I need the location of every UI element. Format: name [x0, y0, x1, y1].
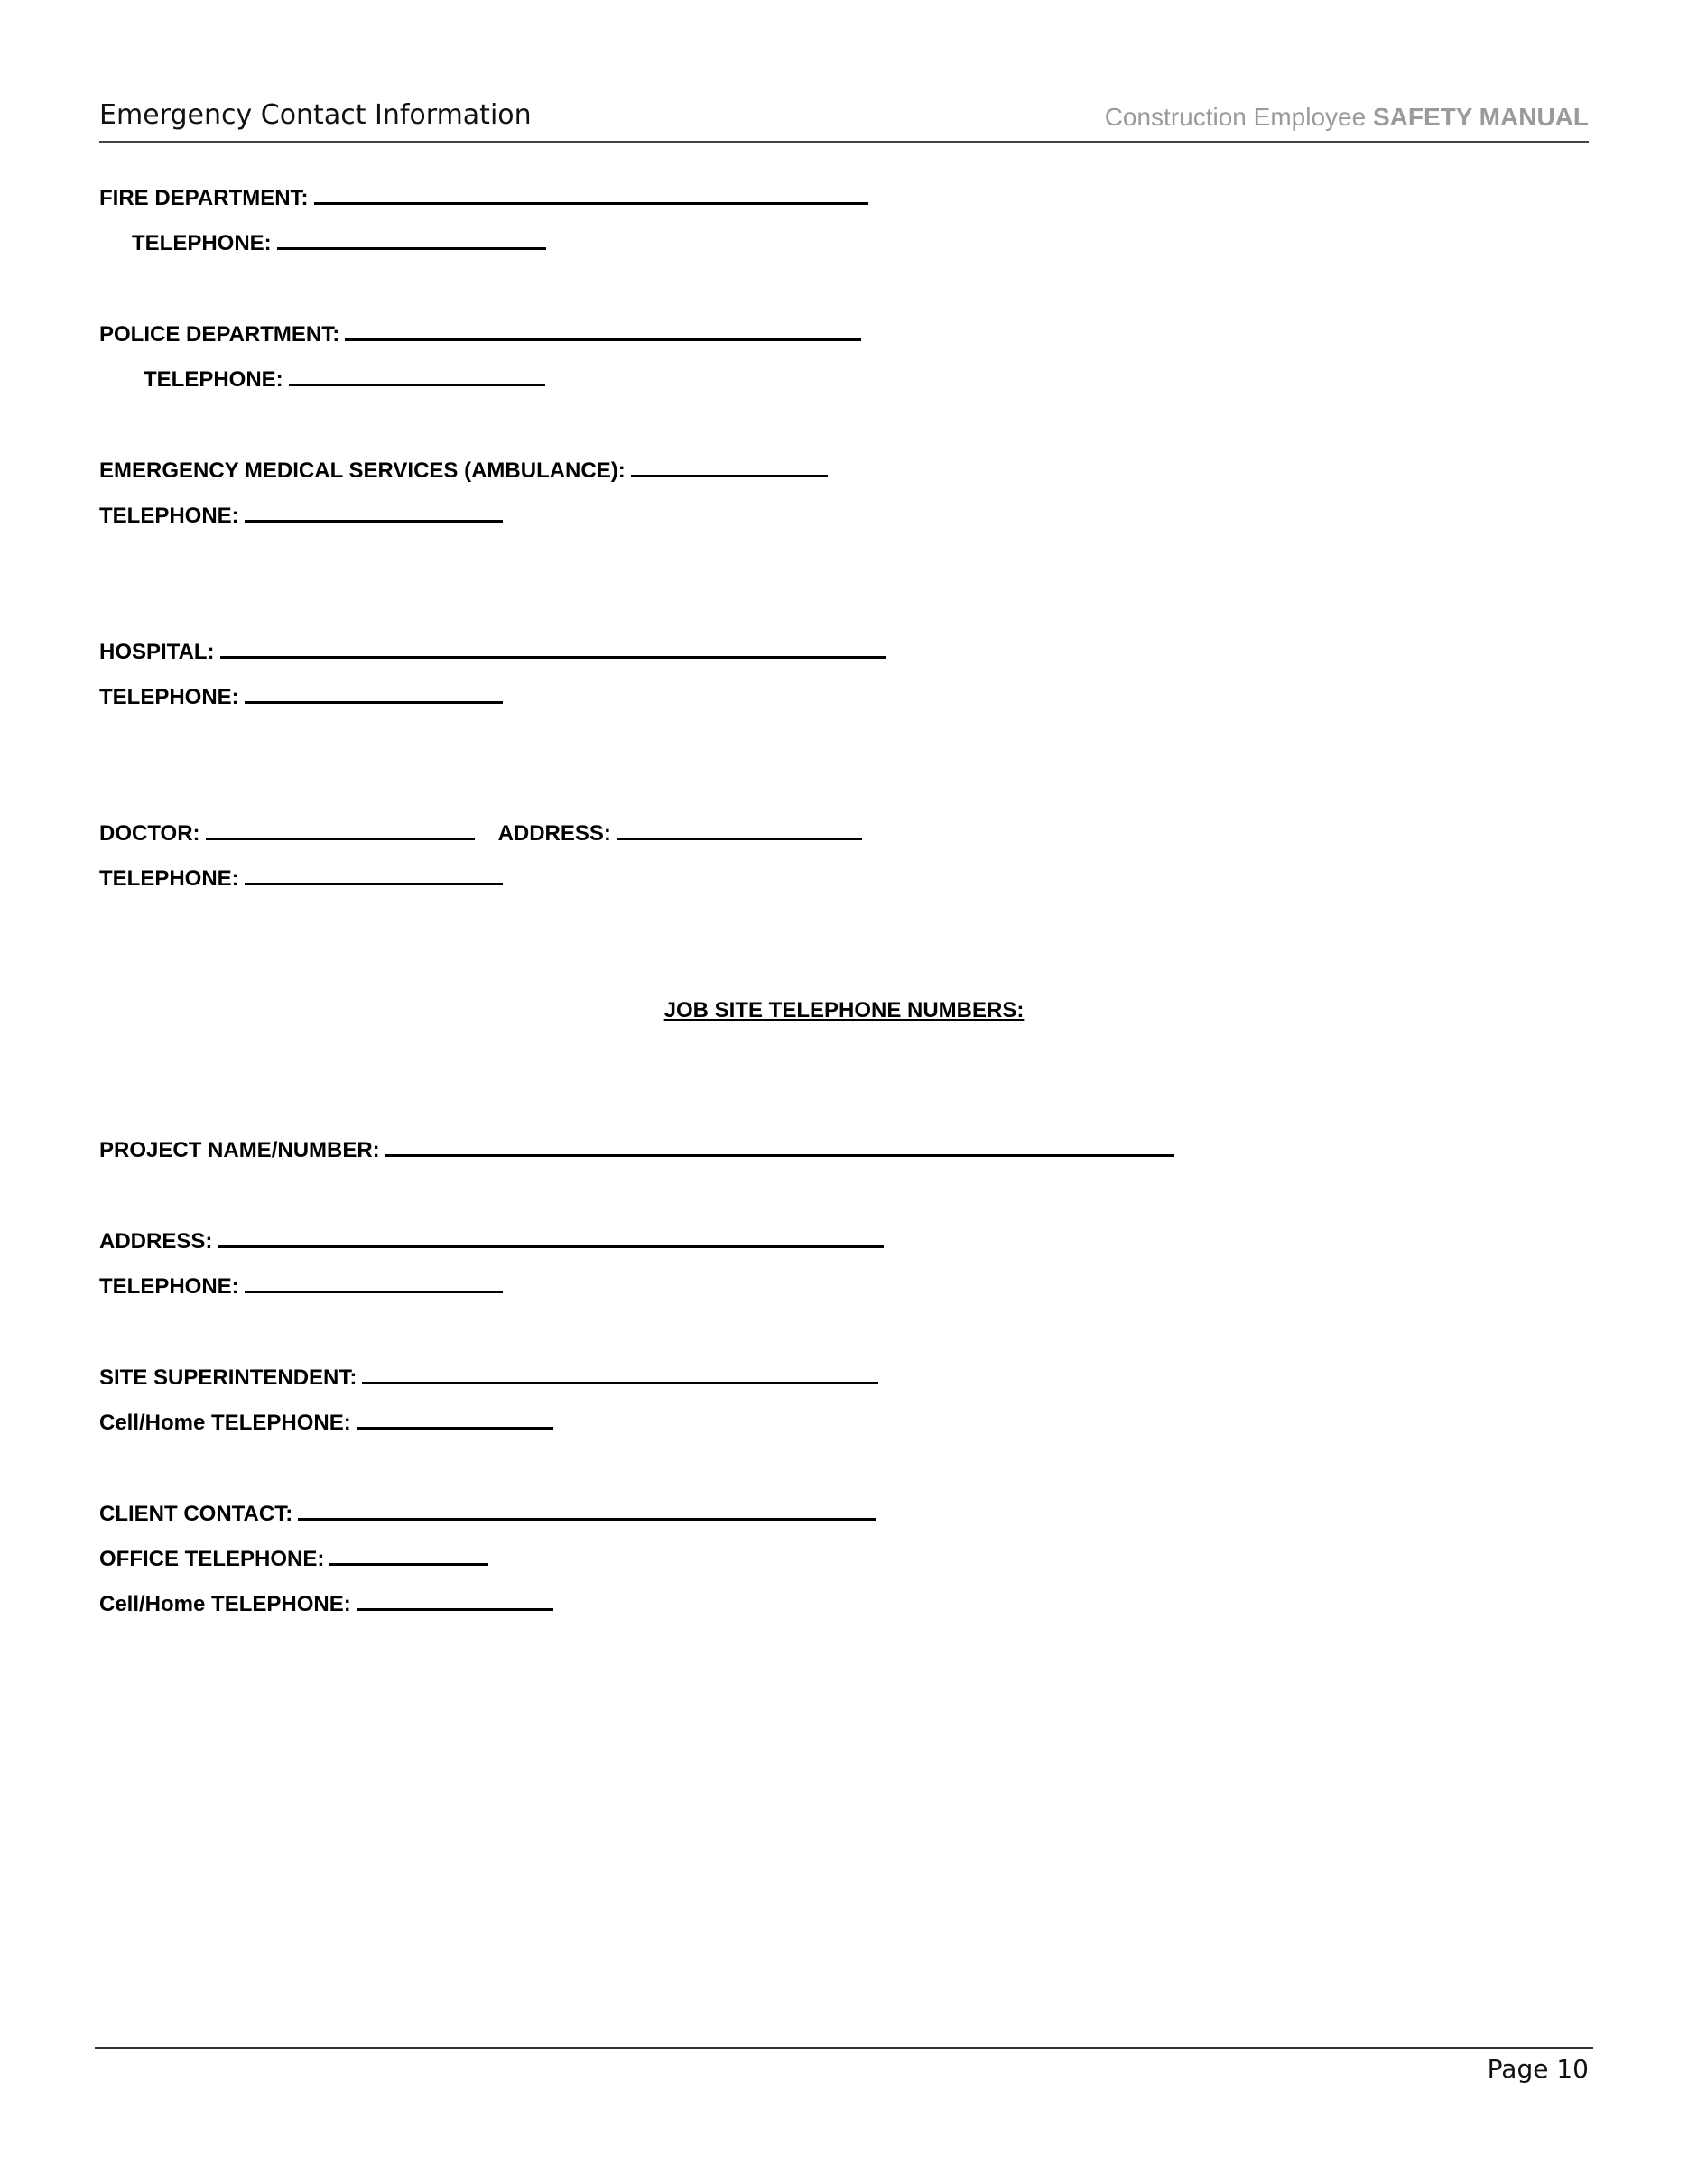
- doctor-address-field[interactable]: [617, 818, 862, 840]
- header-title: Emergency Contact Information: [99, 99, 532, 131]
- job-address-field[interactable]: [218, 1226, 884, 1248]
- fire-department-field[interactable]: [314, 182, 868, 205]
- superintendent-label: SITE SUPERINTENDENT:: [99, 1365, 357, 1390]
- header-rule: [99, 141, 1589, 143]
- client-office-row: [99, 1543, 488, 1574]
- ems-telephone-row: [99, 500, 503, 531]
- project-field[interactable]: [385, 1134, 1174, 1157]
- job-telephone-row: [99, 1271, 503, 1301]
- job-site-title-text: JOB SITE TELEPHONE NUMBERS:: [663, 998, 1025, 1023]
- hospital-row: [99, 636, 886, 667]
- police-telephone-label: TELEPHONE:: [144, 367, 283, 392]
- superintendent-field[interactable]: [362, 1362, 878, 1384]
- fire-telephone-field[interactable]: [277, 227, 546, 250]
- hospital-telephone-label: TELEPHONE:: [99, 685, 239, 709]
- job-site-section-title: [0, 998, 1688, 1023]
- hospital-telephone-row: [99, 681, 503, 712]
- footer-rule: [95, 2047, 1593, 2049]
- superintendent-cell-field[interactable]: [357, 1407, 553, 1430]
- hospital-telephone-field[interactable]: [245, 681, 503, 704]
- doctor-field[interactable]: [206, 818, 475, 840]
- police-department-label: POLICE DEPARTMENT:: [99, 322, 340, 347]
- client-office-label: OFFICE TELEPHONE:: [99, 1547, 325, 1571]
- header-manual-bold: SAFETY MANUAL: [1372, 103, 1589, 131]
- police-department-row: [99, 319, 861, 349]
- job-telephone-label: TELEPHONE:: [99, 1274, 239, 1299]
- police-telephone-field[interactable]: [289, 364, 545, 386]
- doctor-address-label: ADDRESS:: [497, 821, 611, 846]
- fire-department-row: [99, 182, 868, 213]
- hospital-field[interactable]: [220, 636, 886, 659]
- superintendent-cell-row: [99, 1407, 553, 1438]
- project-label: PROJECT NAME/NUMBER:: [99, 1138, 380, 1162]
- client-cell-label: Cell/Home TELEPHONE:: [99, 1592, 351, 1616]
- ems-row: [99, 455, 828, 486]
- header-manual-title: [1105, 103, 1589, 132]
- job-address-label: ADDRESS:: [99, 1229, 213, 1254]
- fire-telephone-label: TELEPHONE:: [132, 231, 272, 255]
- doctor-row: [99, 818, 862, 848]
- doctor-label: DOCTOR:: [99, 821, 200, 846]
- client-contact-row: [99, 1498, 876, 1529]
- doctor-telephone-field[interactable]: [245, 863, 503, 885]
- header-manual-prefix: Construction Employee: [1104, 103, 1367, 131]
- ems-telephone-label: TELEPHONE:: [99, 504, 239, 528]
- ems-telephone-field[interactable]: [245, 500, 503, 523]
- police-department-field[interactable]: [345, 319, 861, 341]
- police-telephone-row: [144, 364, 545, 394]
- client-cell-row: [99, 1588, 553, 1619]
- job-telephone-field[interactable]: [245, 1271, 503, 1293]
- fire-department-label: FIRE DEPARTMENT:: [99, 186, 309, 210]
- job-address-row: [99, 1226, 884, 1256]
- client-office-field[interactable]: [329, 1543, 488, 1566]
- client-contact-label: CLIENT CONTACT:: [99, 1502, 293, 1526]
- doctor-telephone-row: [99, 863, 503, 893]
- project-row: [99, 1134, 1174, 1165]
- page-number: Page 10: [1487, 2054, 1589, 2084]
- ems-field[interactable]: [631, 455, 828, 477]
- ems-label: EMERGENCY MEDICAL SERVICES (AMBULANCE):: [99, 458, 626, 483]
- hospital-label: HOSPITAL:: [99, 640, 215, 664]
- client-contact-field[interactable]: [298, 1498, 876, 1521]
- client-cell-field[interactable]: [357, 1588, 553, 1611]
- superintendent-cell-label: Cell/Home TELEPHONE:: [99, 1411, 351, 1435]
- doctor-telephone-label: TELEPHONE:: [99, 866, 239, 891]
- fire-telephone-row: [132, 227, 546, 258]
- superintendent-row: [99, 1362, 878, 1393]
